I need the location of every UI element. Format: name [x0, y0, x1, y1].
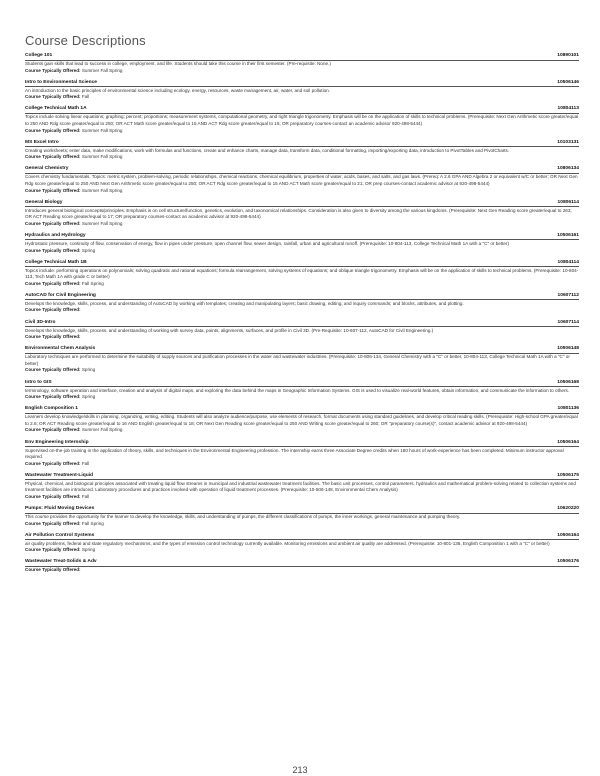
course-name: AutoCAD for Civil Engineering	[25, 292, 96, 298]
course-code: 10506176	[557, 559, 579, 565]
course-header	[25, 53, 579, 61]
course-name: College Technical Math 1A	[25, 106, 87, 112]
course-entry	[25, 506, 579, 527]
course-code: 10806114	[557, 199, 579, 205]
course-entry	[25, 166, 579, 193]
course-description: Physical, chemical, and biological principles associated with treating liquid flow streams in municipal and industrial wastewater treatment facilities. The basic unit processes, control parameters, hydraulics and mathematical problem-solving related to collection systems and treatment facilities are introduced. Laboratory procedures and practices involved with operation of liquid treatment processes. (Prerequisite: 10-506-148, Environmental Chem Analysis)	[25, 480, 576, 493]
offered-terms: Fall Spring	[81, 280, 104, 286]
course-offered	[25, 547, 579, 553]
offered-terms: Fall	[81, 493, 90, 499]
course-header	[25, 406, 579, 414]
course-code: 10506146	[557, 79, 579, 85]
course-offered	[25, 221, 579, 227]
course-code: 10801136	[557, 406, 579, 412]
course-name: Intro to Environmental Science	[25, 79, 98, 85]
page-title: Course Descriptions	[25, 33, 146, 48]
course-name: English Composition 1	[25, 406, 78, 412]
course-name: Hydraulics and Hydrology	[25, 232, 86, 238]
course-name: General Biology	[25, 199, 63, 205]
offered-label: Course Typically Offered:	[25, 367, 81, 373]
offered-label: Course Typically Offered:	[25, 334, 81, 340]
course-name: Env Engineering Internship	[25, 439, 89, 445]
course-offered	[25, 307, 579, 313]
course-entry	[25, 440, 579, 467]
course-offered	[25, 521, 579, 527]
course-name: Intro to GIS	[25, 379, 52, 385]
course-description: This course provides the opportunity for the learner to develop the knowledge, skills, and understanding of pumps, the different classifications of pumps, the inner workings, general maintenance and pumping theory.	[25, 514, 461, 520]
offered-terms: Spring	[81, 247, 96, 253]
course-header	[25, 200, 579, 208]
course-header	[25, 293, 579, 301]
offered-terms: Summer Fall Spring	[81, 154, 123, 160]
offered-label: Course Typically Offered:	[25, 520, 81, 526]
course-description: Students gain skills that lead to success in college, employment, and life. Students should take this course in their first semester. (Pre-requisite: None.)	[25, 61, 331, 66]
course-code: 10506168	[557, 379, 579, 385]
offered-label: Course Typically Offered:	[25, 460, 81, 466]
course-description: Supervised on-the-job training in the application of theory, skills, and techniques in the Environmental Engineering profession. The internship earns three Associate Degree credits when 180 hours of work-experience has been completed. Minimum instructor approval required.	[25, 447, 564, 460]
course-entry	[25, 346, 579, 373]
course-code: 10890101	[557, 53, 579, 58]
course-code: 10506164	[557, 439, 579, 445]
course-entry	[25, 293, 579, 314]
course-header	[25, 440, 579, 448]
course-entry	[25, 80, 579, 101]
offered-label: Course Typically Offered:	[25, 247, 81, 253]
offered-terms: Spring	[81, 394, 96, 400]
offered-label: Course Typically Offered:	[25, 280, 81, 286]
course-offered	[25, 427, 579, 433]
course-entry	[25, 140, 579, 161]
offered-terms: Summer Fall Spring	[81, 187, 123, 193]
course-entry	[25, 106, 579, 133]
course-name: Wastewater Treatment-Liquid	[25, 472, 94, 478]
course-header	[25, 260, 579, 268]
course-description: Covers chemistry fundamentals. Topics: metric system, problem-solving, periodic relationships, chemical reactions, chemical equilibrium, properties of water, acids, bases, and salts, and gas laws. (Prereq: A 2.6 GPA AND Algebra 2 or equivalent w/C or better; OR Next Gen Rdg score greater/equal to 250 AND Next Gen Arithmetic score greater/equal to 250; OR ACT Rdg score greater/equal to 15 AND ACT Math score greater/equal to 21; OR prep courses-contact academic advisor at 920-498-5444)	[25, 174, 578, 186]
offered-terms: Summer Fall Spring	[81, 427, 123, 433]
course-name: College Technical Math 1B	[25, 259, 87, 265]
course-code: 10806134	[557, 166, 579, 172]
course-description: Laboratory techniques are performed to determine the suitability of supply sources and purification processes in the water and wastewater industries. (Prerequisite: 10-806-134, General Chemistry with a "C" or better, 10-804-113, College Technical Math 1A with a "C" or better)	[25, 354, 570, 366]
course-offered	[25, 334, 579, 340]
course-header	[25, 166, 579, 174]
offered-label: Course Typically Offered:	[25, 67, 81, 73]
offered-label: Course Typically Offered:	[25, 567, 81, 573]
page-number: 213	[292, 765, 308, 775]
course-header	[25, 233, 579, 241]
course-offered	[25, 68, 579, 74]
course-code: 10506164	[557, 532, 579, 538]
course-header	[25, 506, 579, 514]
course-code: 10607112	[557, 292, 579, 298]
course-name: Civil 3D-Intro	[25, 319, 56, 325]
course-entry	[25, 53, 579, 74]
course-name: MS Excel Intro	[25, 139, 59, 145]
offered-terms: Summer Fall Spring	[81, 127, 123, 133]
course-entry	[25, 233, 579, 254]
course-entry	[25, 320, 579, 341]
offered-terms: Summer Fall Spring	[81, 67, 123, 73]
course-offered	[25, 494, 579, 500]
course-description: air quality problems, federal and state regulatory mechanisms, and the types of emission control technology currently available. Monitoring emissions and ambient air quality are addressed. (Prerequisite: 10-801-136, English Composition 1 with a "C" or better)	[25, 540, 550, 546]
course-entry	[25, 406, 579, 433]
course-header	[25, 140, 579, 148]
course-entry	[25, 260, 579, 287]
course-offered	[25, 281, 579, 287]
course-offered	[25, 394, 579, 400]
course-code: 10804114	[557, 259, 579, 265]
course-name: Air Pollution Control Systems	[25, 532, 95, 538]
course-name: Wastewater Treat-Solids & Adv	[25, 559, 97, 565]
offered-label: Course Typically Offered:	[25, 493, 81, 499]
course-description: Learners develop knowledge/skills in planning, organizing, writing, editing. Students will also analyze audience/purpose, use elements of research, format documents using standard guidelines, and develop critical reading skills. (Prerequisite: High-school GPA greater/equal to 2.6; OR ACT Reading score greater/equal to 16 AND English greater/equal to 18; OR Next Gen Reading score greater/equal to 250 AND Writing score greater/equal to 260; OR "preparatory course(s)", contact academic advisor at 920-498-5444)	[25, 414, 578, 426]
course-header	[25, 533, 579, 541]
course-description: Develops the knowledge, skills, process, and understanding of AutoCAD by working with templates; creating and manipulating layers; basic drawing, editing, and inquiry commands; and blocks, attributes, and plotting.	[25, 300, 464, 306]
course-description: terminology, software operation and interface, creation and analysis of digital maps, and exploring the data behind the maps in Geographic Information Systems. GIS is used to visualize real-world features, obtain information, and communicate the information to others.	[25, 387, 570, 393]
course-description: Creating worksheets; enter data, make modifications, work with formulas and functions, create and enhance charts, manage data, transform data, conditional formatting, importing/exporting data, introduction to PivotTables and PivotCharts.	[25, 147, 510, 153]
course-name: College 101	[25, 53, 53, 58]
course-offered	[25, 567, 579, 573]
course-description: Topics include solving linear equations; graphing; percent; proportions; measurement systems, computational geometry, and right triangle trigonometry. Emphasis will be on the application of skills to technical problems. (Prerequisite: Next Gen Arithmetic score greater/equal to 250 AND Rdg score greater/equal to 250; OR ACT Math score greater/equal to 15 AND ACT Rdg score greater/equal to 16; OR preparatory courses-contact an academic advisor 920-498-5444)	[25, 114, 579, 126]
offered-label: Course Typically Offered:	[25, 394, 81, 400]
offered-label: Course Typically Offered:	[25, 547, 81, 553]
offered-label: Course Typically Offered:	[25, 187, 81, 193]
offered-terms: Spring	[81, 547, 96, 553]
course-offered	[25, 188, 579, 194]
course-description: Develops the knowledge, skills, process, and understanding of working with survey data, points, alignments, surfaces, and profile in Civil 3D. (Pre-Requisite: 10-607-112, AutoCAD for Civil Engineering.)	[25, 327, 434, 333]
course-entry	[25, 473, 579, 500]
course-descriptions-page	[25, 33, 579, 580]
course-header	[25, 559, 579, 567]
course-code: 10103131	[557, 139, 579, 145]
course-header	[25, 380, 579, 388]
course-header	[25, 346, 579, 354]
course-code: 10506148	[557, 346, 579, 352]
course-description: Introduces general biological concepts/principles. Emphasis is on cell structure/function, genetics, evolution, and taxonomical relationships. Consideration is also given to diversity among the various kingdoms. (Prerequisite: Next Gen Reading score greater/equal to 263; OR ACT Reading score greater/equal to 17; OR preparatory courses-contact an academic advisor at 920-498-5444)	[25, 207, 572, 220]
course-header	[25, 473, 579, 481]
course-header	[25, 320, 579, 328]
course-name: Pumps: Fluid Moving Devices	[25, 506, 95, 512]
course-offered	[25, 248, 579, 254]
course-offered	[25, 94, 579, 100]
offered-terms: Summer Fall Spring	[81, 220, 123, 226]
course-offered	[25, 154, 579, 160]
course-code: 10804113	[557, 106, 579, 112]
offered-terms: Fall Spring	[81, 520, 104, 526]
offered-label: Course Typically Offered:	[25, 94, 81, 100]
course-header	[25, 80, 579, 88]
course-offered	[25, 461, 579, 467]
course-description: Hydrostatic pressure, continuity of flow, conservation of energy, flow in pipes under pressure, open channel flow, sewer design, rainfall, urban and agricultural runoff. (Prerequisite: 10-804-113, College Technical Math 1A with a "C" or better)	[25, 240, 509, 246]
offered-terms: Fall	[81, 460, 90, 466]
course-entry	[25, 200, 579, 227]
course-description: An introduction to the basic principles of environmental science including ecology, energy, resources, waste management, air, water, and soil pollution.	[25, 87, 330, 93]
course-code: 10607114	[557, 319, 579, 325]
course-code: 10506175	[557, 472, 579, 478]
offered-label: Course Typically Offered:	[25, 307, 81, 313]
offered-label: Course Typically Offered:	[25, 127, 81, 133]
course-code: 10506161	[557, 232, 579, 238]
course-entry	[25, 380, 579, 401]
offered-label: Course Typically Offered:	[25, 427, 81, 433]
offered-label: Course Typically Offered:	[25, 154, 81, 160]
course-description: Topics include: performing operations on polynomials; solving quadratic and rational equations; formula rearrangement, solving systems of equations; and oblique triangle trigonometry. Emphasis will be on the application of skills to technical problems. (Prerequisite: 10-804-113, Tech Math 1A with grade C or better)	[25, 267, 579, 280]
offered-label: Course Typically Offered:	[25, 220, 81, 226]
course-offered	[25, 367, 579, 373]
course-header	[25, 106, 579, 114]
offered-terms: Fall	[81, 94, 90, 100]
course-entry	[25, 559, 579, 573]
offered-terms: Spring	[81, 367, 96, 373]
course-entry	[25, 533, 579, 554]
course-code: 10620220	[557, 506, 579, 512]
course-name: Environmental Chem Analysis	[25, 346, 96, 352]
course-list	[25, 53, 579, 574]
course-name: General Chemistry	[25, 166, 69, 172]
course-offered	[25, 128, 579, 134]
